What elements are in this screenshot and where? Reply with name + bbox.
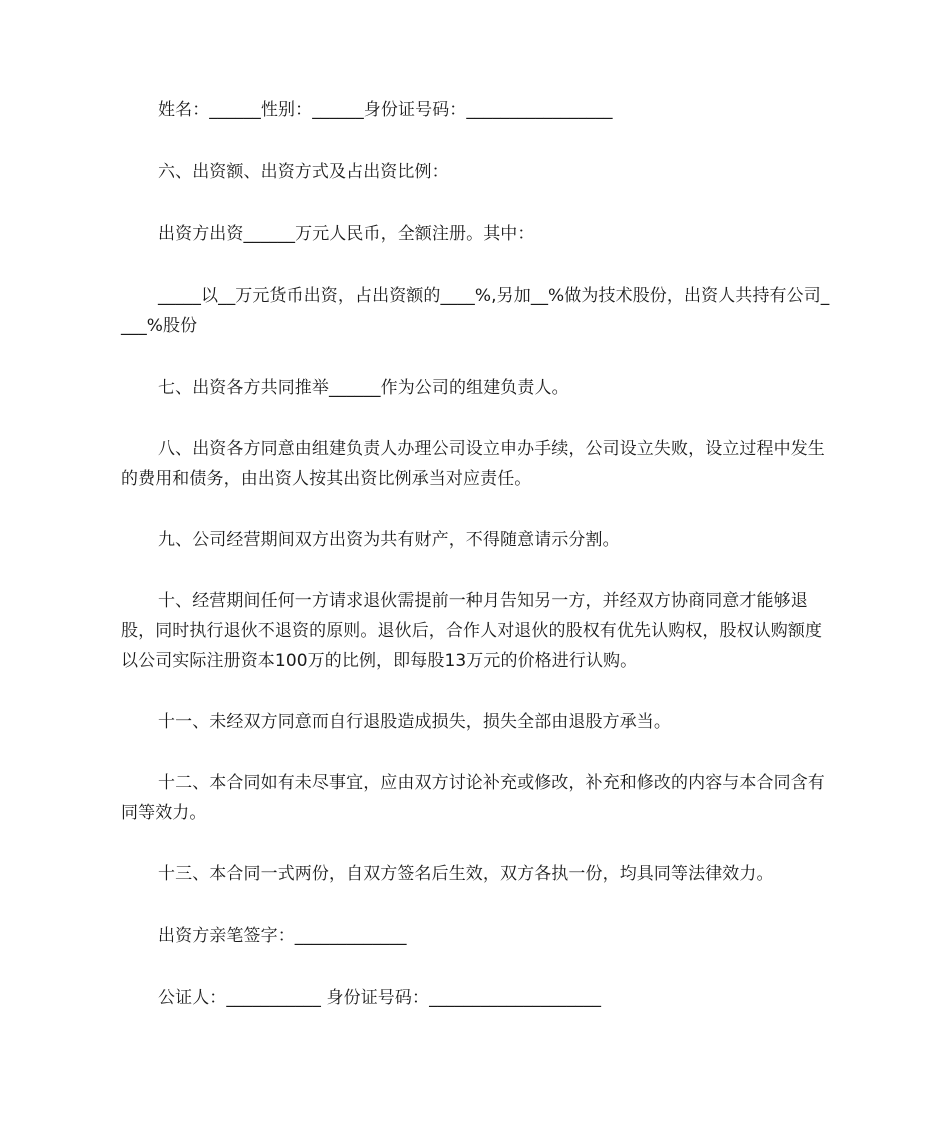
capital-detail-paragraph: _____以__万元货币出资，占出资额的____%,另加__%做为技术股份，出资人共持有公司____%股份 [121,286,830,336]
capital-amount-line: 出资方出资______万元人民币，全额注册。其中： [158,224,535,244]
personal-info-line: 姓名：______性别：______身份证号码：_________________ [158,100,613,120]
section-9-paragraph: 九、公司经营期间双方出资为共有财产，不得随意请示分割。 [158,530,620,550]
section-6-heading: 六、出资额、出资方式及占出资比例： [158,162,449,182]
section-12-paragraph: 十二、本合同如有未尽事宜，应由双方讨论补充或修改，补充和修改的内容与本合同含有同等效力。 [121,773,825,823]
section-7-paragraph: 七、出资各方共同推举______作为公司的组建负责人。 [158,378,569,398]
notary-line: 公证人：___________ 身份证号码：____________________ [158,988,602,1008]
section-8-paragraph: 八、出资各方同意由组建负责人办理公司设立申办手续，公司设立失败，设立过程中发生的费用和债务，由出资人按其出资比例承当对应责任。 [121,439,825,489]
section-11-paragraph: 十一、未经双方同意而自行退股造成损失，损失全部由退股方承当。 [158,712,671,732]
investor-signature-line: 出资方亲笔签字：_____________ [158,926,407,946]
section-13-paragraph: 十三、本合同一式两份，自双方签名后生效，双方各执一份，均具同等法律效力。 [158,864,774,884]
section-10-paragraph: 十、经营期间任何一方请求退伙需提前一种月告知另一方，并经双方协商同意才能够退股，同时执行退伙不退资的原则。退伙后，合作人对退伙的股权有优先认购权，股权认购额度以公司实际注册资本100万的比例，即每股13万元的价格进行认购。 [121,591,823,671]
